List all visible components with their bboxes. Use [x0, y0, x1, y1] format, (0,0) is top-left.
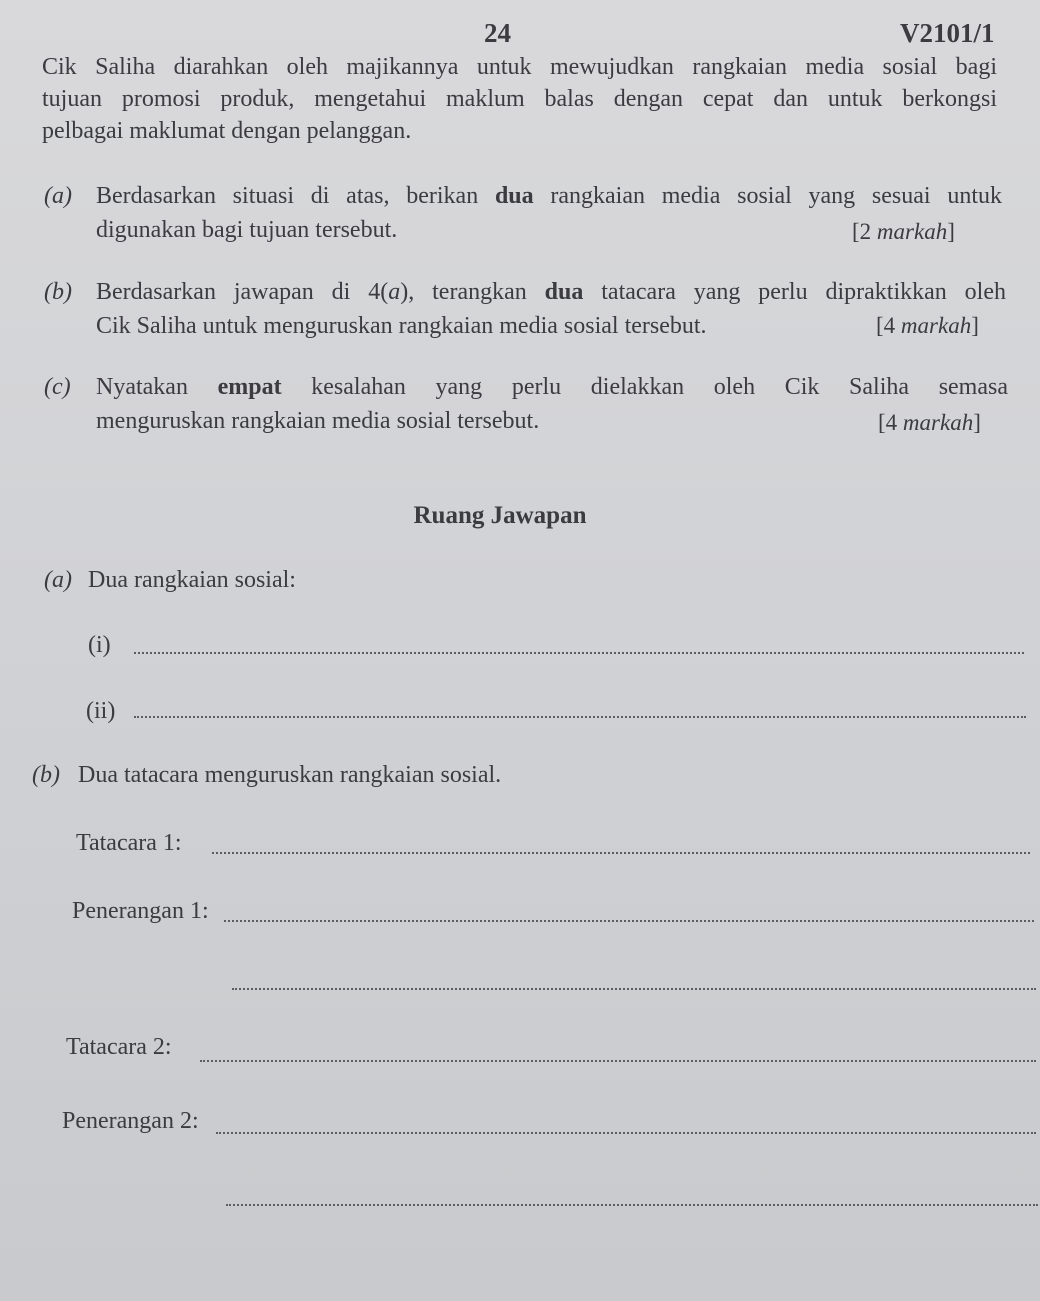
- marks-close: ]: [971, 313, 979, 338]
- answer-a-bold-word: Dua: [88, 567, 128, 593]
- question-b-line-1: [96, 279, 1006, 306]
- answer-a-title: [88, 567, 296, 594]
- question-c-bold-word: empat: [217, 374, 282, 400]
- answer-b-bold-word: Dua: [78, 762, 118, 788]
- question-a-text-pre: Berdasarkan situasi di atas, berikan: [96, 183, 495, 209]
- paper-code: V2101/1: [900, 18, 995, 48]
- penerangan-1-label: Penerangan 1:: [72, 898, 209, 924]
- tatacara-1-label: Tatacara 1:: [76, 830, 182, 856]
- page-number: 24: [484, 18, 511, 48]
- penerangan-2-label: Penerangan 2:: [62, 1108, 199, 1134]
- tatacara-2-label: Tatacara 2:: [66, 1034, 172, 1060]
- marks-word: markah: [876, 219, 948, 244]
- marks-close: ]: [973, 410, 981, 435]
- penerangan-1-line-2[interactable]: [232, 988, 1036, 990]
- question-a-line-2: digunakan bagi tujuan tersebut.: [96, 217, 398, 243]
- marks-word: markah: [900, 313, 972, 338]
- answer-a-item-2-label: (ii): [86, 698, 116, 724]
- intro-line-3: pelbagai maklumat dengan pelanggan.: [42, 118, 412, 144]
- question-c-line-2: menguruskan rangkaian media sosial tersebut.: [96, 408, 540, 434]
- question-a-label: (a): [44, 183, 72, 209]
- answer-a-item-2-line[interactable]: [134, 716, 1026, 718]
- question-a-bold-word: dua: [494, 183, 534, 209]
- answer-a-label: (a): [44, 567, 72, 593]
- answer-a-item-1-label: (i): [88, 632, 111, 658]
- penerangan-1-line-1[interactable]: [224, 920, 1034, 922]
- question-b-text-pre: Berdasarkan jawapan di 4(: [96, 279, 389, 305]
- question-b-label: (b): [44, 279, 72, 305]
- question-c-line-1: [96, 374, 1008, 401]
- penerangan-2-line-2[interactable]: [226, 1204, 1038, 1206]
- question-c-label: (c): [44, 374, 71, 400]
- penerangan-2-line-1[interactable]: [216, 1132, 1036, 1134]
- question-a-line-1: [96, 183, 1002, 210]
- marks-open: [2: [852, 219, 877, 244]
- intro-line-1: Cik Saliha diarahkan oleh majikannya untuk mewujudkan rangkaian media sosial bagi: [42, 54, 997, 80]
- question-b-italic: a: [388, 279, 401, 305]
- marks-open: [4: [876, 313, 901, 338]
- question-b-bold-word: dua: [544, 279, 584, 305]
- question-b-marks: [876, 313, 979, 339]
- answer-b-title-rest: tatacara menguruskan rangkaian sosial.: [117, 762, 502, 788]
- intro-line-2: tujuan promosi produk, mengetahui maklum balas dengan cepat dan untuk berkongsi: [42, 86, 997, 112]
- answer-a-title-rest: rangkaian sosial:: [127, 567, 296, 593]
- question-b-line-2: Cik Saliha untuk menguruskan rangkaian media sosial tersebut.: [96, 313, 707, 339]
- question-b-text-post: tatacara yang perlu dipraktikkan oleh: [583, 279, 1007, 305]
- question-a-marks: [852, 219, 955, 245]
- marks-open: [4: [878, 410, 903, 435]
- question-b-text-mid: ), terangkan: [400, 279, 545, 305]
- marks-word: markah: [902, 410, 974, 435]
- question-c-marks: [878, 410, 981, 436]
- marks-close: ]: [947, 219, 955, 244]
- tatacara-1-line[interactable]: [212, 852, 1030, 854]
- answer-a-item-1-line[interactable]: [134, 652, 1024, 654]
- tatacara-2-line[interactable]: [200, 1060, 1036, 1062]
- answer-space-heading: Ruang Jawapan: [413, 502, 587, 529]
- answer-b-label: (b): [32, 762, 60, 788]
- question-a-text-post: rangkaian media sosial yang sesuai untuk: [533, 183, 1002, 209]
- question-c-text-pre: Nyatakan: [96, 374, 218, 400]
- question-c-text-post: kesalahan yang perlu dielakkan oleh Cik Saliha semasa: [281, 374, 1008, 400]
- answer-b-title: [78, 762, 501, 789]
